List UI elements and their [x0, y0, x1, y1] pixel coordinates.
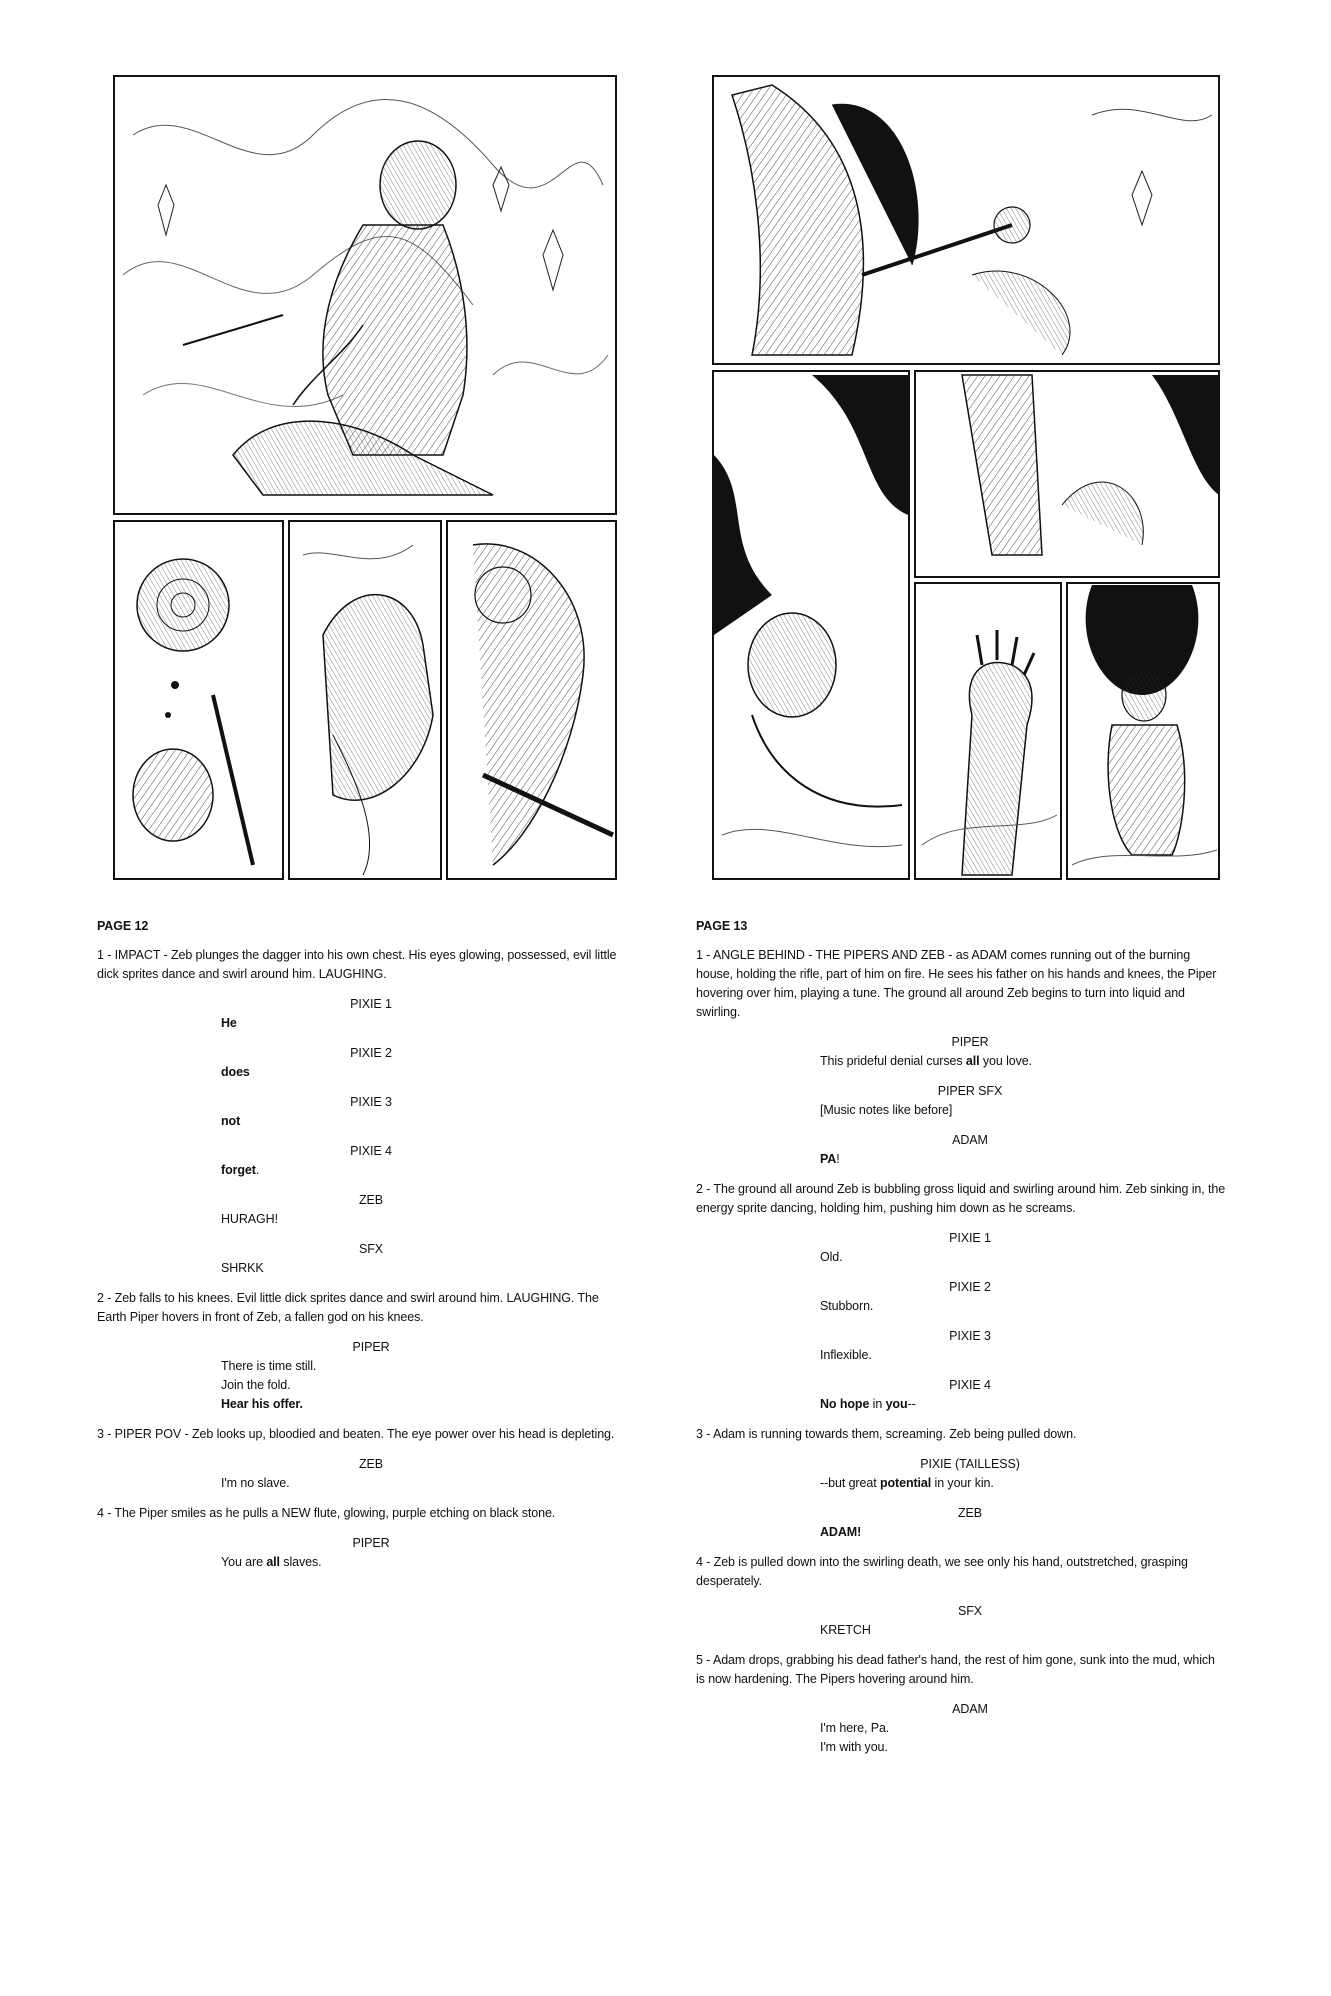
- speaker-name: PIPER SFX: [937, 1084, 1003, 1098]
- dialogue-block: [97, 1534, 627, 1572]
- page-title: PAGE 13: [696, 919, 748, 933]
- panel-description: 4 - The Piper smiles as he pulls a NEW flute, glowing, purple etching on black stone.: [97, 1506, 556, 1520]
- dialogue-block: [97, 1240, 627, 1278]
- dialogue-line: Old.: [820, 1250, 843, 1264]
- dialogue-line: There is time still.: [221, 1359, 317, 1373]
- dialogue-block: [696, 1082, 1226, 1120]
- page13-panel3: [915, 371, 1219, 577]
- dialogue-block: [97, 1142, 627, 1180]
- speaker-name: PIPER: [951, 1035, 989, 1049]
- speaker-name: SFX: [358, 1242, 383, 1256]
- speaker-name: PIXIE 3: [949, 1329, 991, 1343]
- dialogue-block: [696, 1700, 1226, 1757]
- dialogue-block: [696, 1504, 1226, 1542]
- dialogue-line: does: [221, 1065, 250, 1079]
- dialogue-block: [696, 1131, 1226, 1169]
- page-12-artwork: [113, 75, 617, 881]
- dialogue-line: He: [221, 1016, 237, 1030]
- dialogue-line: This prideful denial curses all you love.: [820, 1054, 1033, 1068]
- panel-description: 2 - Zeb falls to his knees. Evil little dick sprites dance and swirl around him. LAUGHING. The Earth Piper hovers in front of Zeb, a fallen god on his knees.: [97, 1291, 599, 1324]
- dialogue-line: HURAGH!: [221, 1212, 278, 1226]
- dialogue-block: [97, 1338, 627, 1414]
- dialogue-block: [97, 1093, 627, 1131]
- dialogue-line: ADAM!: [820, 1525, 862, 1539]
- speaker-name: ADAM: [952, 1702, 988, 1716]
- dialogue-line: [Music notes like before]: [820, 1103, 953, 1117]
- speaker-name: PIXIE 3: [350, 1095, 392, 1109]
- page-13-artwork: [712, 75, 1220, 881]
- dialogue-line: You are all slaves.: [221, 1555, 322, 1569]
- panel-description: 2 - The ground all around Zeb is bubbling gross liquid and swirling around him. Zeb sinking in, the energy sprite dancing, holding him, pushing him down as he screams.: [696, 1182, 1226, 1215]
- dialogue-block: [97, 995, 627, 1033]
- dialogue-block: [696, 1376, 1226, 1414]
- page12-panel2: [114, 521, 283, 879]
- dialogue-line: --but great potential in your kin.: [820, 1476, 994, 1490]
- speaker-name: PIXIE (TAILLESS): [920, 1457, 1020, 1471]
- speaker-name: ZEB: [957, 1506, 982, 1520]
- page12-panel3: [289, 521, 441, 879]
- page12-panel1: [114, 76, 616, 514]
- panel-description: 5 - Adam drops, grabbing his dead father's hand, the rest of him gone, sunk into the mud, which is now hardening. The Pipers hovering around him.: [696, 1653, 1215, 1686]
- speaker-name: PIXIE 4: [350, 1144, 392, 1158]
- page-13-art-svg: [712, 75, 1220, 881]
- speaker-name: PIXIE 2: [949, 1280, 991, 1294]
- page13-panel5: [1067, 583, 1219, 879]
- speaker-name: ZEB: [358, 1457, 383, 1471]
- dialogue-block: [97, 1044, 627, 1082]
- dialogue-line: I'm with you.: [820, 1740, 888, 1754]
- dialogue-block: [97, 1191, 627, 1229]
- page13-panel2: [713, 371, 909, 879]
- speaker-name: SFX: [957, 1604, 982, 1618]
- speaker-name: PIPER: [352, 1340, 390, 1354]
- dialogue-line: Stubborn.: [820, 1299, 874, 1313]
- page-12-script: [97, 917, 627, 1583]
- page13-panel4: [915, 583, 1061, 879]
- panel-description: 3 - PIPER POV - Zeb looks up, bloodied and beaten. The eye power over his head is depleting.: [97, 1427, 615, 1441]
- panel-description: 3 - Adam is running towards them, screaming. Zeb being pulled down.: [696, 1427, 1077, 1441]
- dialogue-line: Hear his offer.: [221, 1397, 303, 1411]
- speaker-name: PIXIE 1: [949, 1231, 991, 1245]
- dialogue-line: not: [221, 1114, 241, 1128]
- page-13-script: [696, 917, 1226, 1768]
- page-title: PAGE 12: [97, 919, 149, 933]
- page-12-art-svg: [113, 75, 617, 881]
- speaker-name: PIXIE 4: [949, 1378, 991, 1392]
- dialogue-block: [696, 1602, 1226, 1640]
- page13-panel1: [713, 76, 1219, 364]
- speaker-name: ADAM: [952, 1133, 988, 1147]
- panel-description: 1 - ANGLE BEHIND - THE PIPERS AND ZEB - as ADAM comes running out of the burning house, holding the rifle, part of him on fire. He sees his father on his hands and knees, the Piper hovering over him, playing a tune. The ground all around Zeb begins to turn into liquid and swirling.: [696, 948, 1217, 1019]
- dialogue-block: [97, 1455, 627, 1493]
- dialogue-line: I'm here, Pa.: [820, 1721, 890, 1735]
- dialogue-line: PA!: [820, 1152, 840, 1166]
- dialogue-line: forget.: [221, 1163, 260, 1177]
- dialogue-line: Inflexible.: [820, 1348, 872, 1362]
- dialogue-line: SHRKK: [221, 1261, 264, 1275]
- speaker-name: PIXIE 2: [350, 1046, 392, 1060]
- panel-description: 1 - IMPACT - Zeb plunges the dagger into his own chest. His eyes glowing, possessed, evil little dick sprites dance and swirl around him. LAUGHING.: [97, 948, 617, 981]
- dialogue-block: [696, 1229, 1226, 1267]
- dialogue-line: KRETCH: [820, 1623, 871, 1637]
- speaker-name: PIXIE 1: [350, 997, 392, 1011]
- panel-description: 4 - Zeb is pulled down into the swirling death, we see only his hand, outstretched, grasping desperately.: [696, 1555, 1188, 1588]
- dialogue-line: No hope in you--: [820, 1397, 916, 1411]
- dialogue-block: [696, 1278, 1226, 1316]
- dialogue-line: Join the fold.: [221, 1378, 291, 1392]
- speaker-name: PIPER: [352, 1536, 390, 1550]
- dialogue-block: [696, 1455, 1226, 1493]
- dialogue-block: [696, 1033, 1226, 1071]
- dialogue-line: I'm no slave.: [221, 1476, 290, 1490]
- dialogue-block: [696, 1327, 1226, 1365]
- page12-panel4: [447, 521, 616, 879]
- speaker-name: ZEB: [358, 1193, 383, 1207]
